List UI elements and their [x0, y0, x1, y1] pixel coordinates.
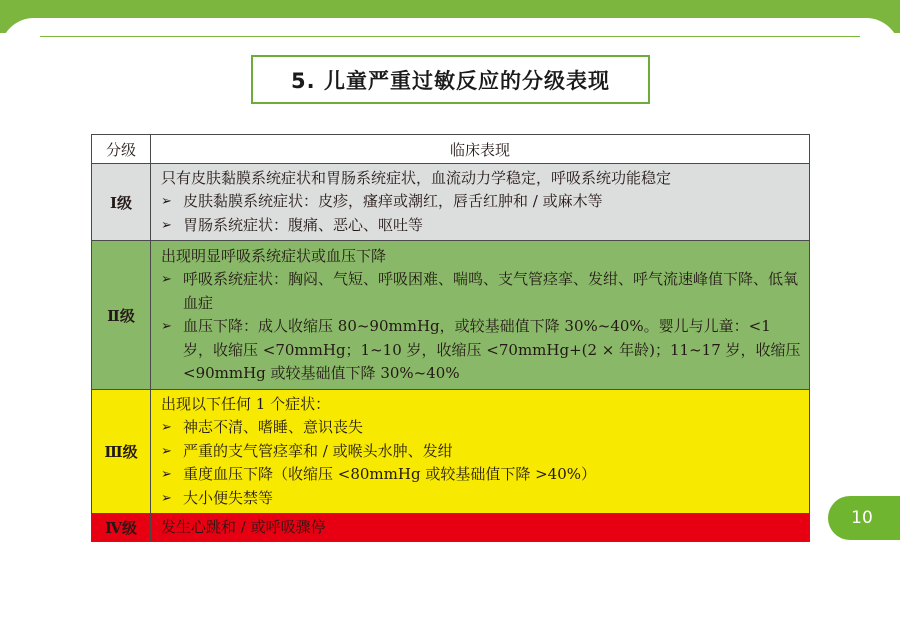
- clinical-cell: [151, 390, 810, 514]
- list-item-text: 胃肠系统症状：腹痛、恶心、呕吐等: [183, 215, 424, 234]
- page-sheet-top: [0, 18, 900, 58]
- clinical-cell: [151, 241, 810, 390]
- grade-label: Ⅳ级: [92, 514, 151, 542]
- list-item: [161, 463, 801, 487]
- grade-label: Ⅰ级: [92, 164, 151, 241]
- table-row-grade-1: [92, 164, 810, 241]
- clinical-intro: 发生心跳和 / 或呼吸骤停: [161, 517, 326, 536]
- arrow-bullet-icon: ➢: [161, 443, 172, 459]
- list-item: [161, 416, 801, 440]
- table-row-grade-3: [92, 390, 810, 514]
- list-item: [161, 190, 801, 214]
- arrow-bullet-icon: ➢: [161, 217, 172, 233]
- header-clinical: 临床表现: [151, 135, 810, 164]
- header-rule: [40, 36, 860, 37]
- table-row-grade-2: [92, 241, 810, 390]
- arrow-bullet-icon: ➢: [161, 490, 172, 506]
- arrow-bullet-icon: ➢: [161, 420, 172, 436]
- arrow-bullet-icon: ➢: [161, 194, 172, 210]
- list-item-text: 血压下降：成人收缩压 80~90mmHg，或较基础值下降 30%~40%。婴儿与儿童：<1 岁，收缩压 <70mmHg；1~10 岁，收缩压 <70mmHg+(2 × 年龄)；11~17 岁，收缩压 <90mmHg 或较基础值下降 30%~40%: [183, 317, 801, 382]
- list-item-text: 神志不清、嗜睡、意识丧失: [183, 418, 364, 437]
- list-item: [161, 315, 801, 386]
- section-title: 5. 儿童严重过敏反应的分级表现: [251, 55, 650, 104]
- clinical-intro: 只有皮肤黏膜系统症状和胃肠系统症状，血流动力学稳定，呼吸系统功能稳定: [161, 168, 672, 187]
- list-item-text: 皮肤黏膜系统症状：皮疹，瘙痒或潮红，唇舌红肿和 / 或麻木等: [183, 192, 603, 211]
- clinical-intro: 出现明显呼吸系统症状或血压下降: [161, 246, 387, 265]
- arrow-bullet-icon: ➢: [161, 319, 172, 334]
- list-item-text: 严重的支气管痉挛和 / 或喉头水肿、发绀: [183, 441, 453, 460]
- arrow-bullet-icon: ➢: [161, 467, 172, 483]
- grade-label: Ⅱ级: [92, 241, 151, 390]
- table-header-row: [92, 135, 810, 164]
- header-grade: 分级: [92, 135, 151, 164]
- list-item: [161, 268, 801, 315]
- list-item-text: 重度血压下降（收缩压 <80mmHg 或较基础值下降 >40%）: [183, 465, 596, 484]
- list-item: [161, 487, 801, 511]
- list-item-text: 呼吸系统症状：胸闷、气短、呼吸困难、喘鸣、支气管痉挛、发绀、呼气流速峰值下降、低氧血症: [183, 270, 799, 312]
- table-row-grade-4: [92, 514, 810, 542]
- clinical-intro: 出现以下任何 1 个症状：: [161, 394, 331, 413]
- list-item: [161, 440, 801, 464]
- clinical-cell: [151, 164, 810, 241]
- list-item-text: 大小便失禁等: [183, 488, 274, 507]
- page-number-badge: 10: [828, 496, 900, 540]
- grade-label: Ⅲ级: [92, 390, 151, 514]
- clinical-cell: [151, 514, 810, 542]
- grading-table: [91, 134, 810, 542]
- list-item: [161, 214, 801, 238]
- arrow-bullet-icon: ➢: [161, 272, 172, 287]
